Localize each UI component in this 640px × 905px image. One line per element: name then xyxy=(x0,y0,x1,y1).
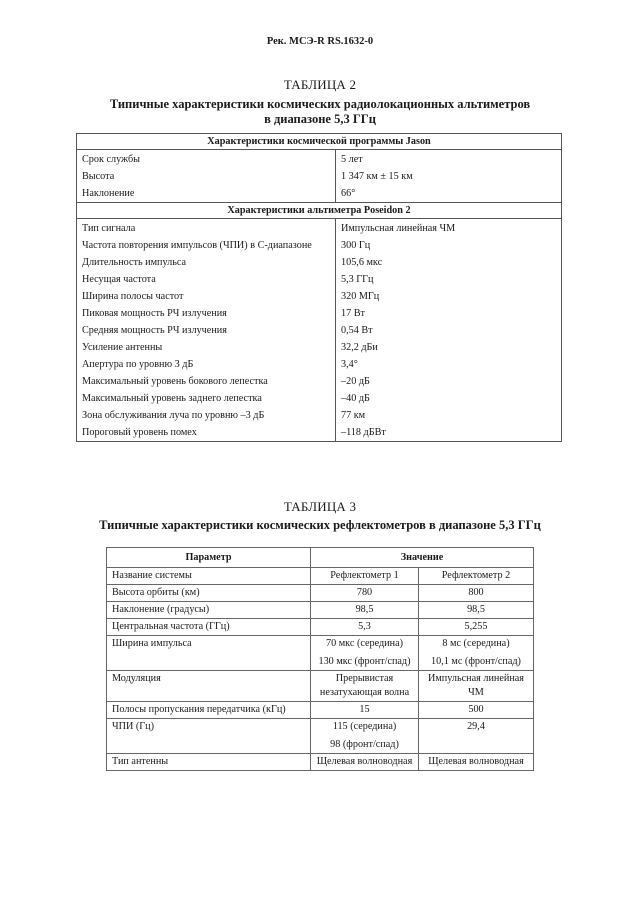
value-line: 98,5 xyxy=(467,604,485,615)
value-cell: 17 Вт xyxy=(341,308,365,319)
reflectometer-2-value xyxy=(419,585,534,602)
parameter-cell: Тип антенны xyxy=(107,754,311,771)
table-row xyxy=(77,219,562,238)
table-row xyxy=(77,254,562,271)
table-row xyxy=(107,702,534,719)
reflectometer-1-value xyxy=(311,619,419,636)
value-line: Прерывистая незатухающая волна xyxy=(319,673,410,698)
reflectometer-1-value xyxy=(311,636,419,671)
table-row xyxy=(77,339,562,356)
running-header: Рек. МСЭ-R RS.1632-0 xyxy=(266,36,374,47)
parameter-cell: Пороговый уровень помех xyxy=(77,424,336,442)
table2-title xyxy=(0,97,640,127)
reflectometer-2-value xyxy=(419,754,534,771)
value-cell: –40 дБ xyxy=(341,393,370,404)
table-row xyxy=(77,237,562,254)
parameter-cell: Несущая частота xyxy=(77,271,336,288)
parameter-cell: Максимальный уровень бокового лепестка xyxy=(77,373,336,390)
table3-title: Типичные характеристики космических рефлектометров в диапазоне 5,3 ГГц xyxy=(99,518,541,532)
parameter-cell: Частота повторения импульсов (ЧПИ) в C-диапазоне xyxy=(77,237,336,254)
table-row xyxy=(107,585,534,602)
header-value: Значение xyxy=(311,548,534,568)
table-row xyxy=(77,150,562,169)
parameter-cell: Усиление антенны xyxy=(77,339,336,356)
table-row xyxy=(77,424,562,442)
table-row xyxy=(107,636,534,671)
section-heading: Характеристики космической программы Jason xyxy=(77,134,562,150)
value-line: 98,5 xyxy=(355,604,374,615)
parameter-cell: ЧПИ (Гц) xyxy=(107,719,311,754)
value-line: 70 мкс (середина) xyxy=(326,638,403,649)
value-line: Рефлектометр 1 xyxy=(330,570,399,581)
table2-title-line2: в диапазоне 5,3 ГГц xyxy=(264,112,376,126)
table3-number: ТАБЛИЦА 3 xyxy=(283,499,357,514)
parameter-cell: Модуляция xyxy=(107,671,311,702)
value-line: 130 мкс (фронт/спад) xyxy=(318,656,411,667)
section-heading-row xyxy=(77,203,562,219)
parameter-cell: Название системы xyxy=(107,568,311,585)
table-row xyxy=(77,373,562,390)
table-row xyxy=(77,185,562,203)
parameter-cell: Ширина полосы частот xyxy=(77,288,336,305)
reflectometer-1-value xyxy=(311,602,419,619)
table3-header-row xyxy=(107,548,534,568)
section-heading-row xyxy=(77,134,562,150)
table-row xyxy=(107,671,534,702)
value-line: 29,4 xyxy=(467,721,485,732)
table3 xyxy=(106,547,534,771)
value-cell: –118 дБВт xyxy=(341,427,386,438)
reflectometer-2-value xyxy=(419,719,534,754)
value-line: 115 (середина) xyxy=(332,721,397,732)
parameter-cell: Срок службы xyxy=(77,150,336,169)
value-cell: Импульсная линейная ЧМ xyxy=(341,223,456,234)
parameter-cell: Тип сигнала xyxy=(77,219,336,238)
value-line: 500 xyxy=(468,704,484,715)
parameter-cell: Средняя мощность РЧ излучения xyxy=(77,322,336,339)
table-row xyxy=(77,407,562,424)
value-cell: 300 Гц xyxy=(341,240,371,251)
reflectometer-2-value xyxy=(419,568,534,585)
table-row xyxy=(107,719,534,754)
reflectometer-2-value xyxy=(419,619,534,636)
parameter-cell: Высота xyxy=(77,168,336,185)
parameter-cell: Максимальный уровень заднего лепестка xyxy=(77,390,336,407)
parameter-cell: Наклонение (градусы) xyxy=(107,602,311,619)
header-parameter: Параметр xyxy=(107,548,311,568)
value-line: 10,1 мс (фронт/спад) xyxy=(431,656,521,667)
value-cell: 32,2 дБи xyxy=(341,342,378,353)
parameter-cell: Высота орбиты (км) xyxy=(107,585,311,602)
table-row xyxy=(77,305,562,322)
section-heading: Характеристики альтиметра Poseidon 2 xyxy=(77,203,562,219)
reflectometer-1-value xyxy=(311,702,419,719)
value-cell: 5,3 ГГц xyxy=(341,274,374,285)
reflectometer-2-value xyxy=(419,671,534,702)
parameter-cell: Полосы пропускания передатчика (кГц) xyxy=(107,702,311,719)
table-row xyxy=(107,602,534,619)
table-row xyxy=(77,168,562,185)
table2-title-line1: Типичные характеристики космических радиолокационных альтиметров xyxy=(109,97,531,111)
value-line: Рефлектометр 2 xyxy=(441,570,511,581)
value-line: Импульсная линейная ЧМ xyxy=(428,673,524,698)
value-line: 98 (фронт/спад) xyxy=(330,739,399,750)
table-row xyxy=(107,754,534,771)
parameter-cell: Длительность импульса xyxy=(77,254,336,271)
parameter-cell: Ширина импульса xyxy=(107,636,311,671)
value-cell: 1 347 км ± 15 км xyxy=(341,171,413,182)
value-cell: 320 МГц xyxy=(341,291,380,302)
reflectometer-1-value xyxy=(311,754,419,771)
table-row xyxy=(77,288,562,305)
reflectometer-2-value xyxy=(419,636,534,671)
reflectometer-1-value xyxy=(311,585,419,602)
reflectometer-1-value xyxy=(311,671,419,702)
table-row xyxy=(107,619,534,636)
table2 xyxy=(76,133,562,442)
parameter-cell: Пиковая мощность РЧ излучения xyxy=(77,305,336,322)
table-row xyxy=(77,356,562,373)
parameter-cell: Наклонение xyxy=(77,185,336,203)
parameter-cell: Апертура по уровню 3 дБ xyxy=(77,356,336,373)
value-line: 5,255 xyxy=(464,621,488,632)
value-line: 780 xyxy=(356,587,373,598)
value-line: Щелевая волноводная xyxy=(316,756,413,767)
reflectometer-2-value xyxy=(419,702,534,719)
value-line: Щелевая волноводная xyxy=(428,756,524,767)
parameter-cell: Центральная частота (ГГц) xyxy=(107,619,311,636)
value-cell: 105,6 мкс xyxy=(341,257,383,268)
value-cell: –20 дБ xyxy=(341,376,370,387)
table-row xyxy=(77,271,562,288)
table-row xyxy=(77,390,562,407)
value-cell: 0,54 Вт xyxy=(341,325,373,336)
value-line: 800 xyxy=(468,587,484,598)
reflectometer-1-value xyxy=(311,568,419,585)
table2-number: ТАБЛИЦА 2 xyxy=(283,77,357,92)
value-cell: 66° xyxy=(341,188,356,199)
table-row xyxy=(77,322,562,339)
value-cell: 77 км xyxy=(341,410,366,421)
value-cell: 3,4° xyxy=(341,359,358,370)
value-line: 15 xyxy=(359,704,370,715)
parameter-cell: Зона обслуживания луча по уровню –3 дБ xyxy=(77,407,336,424)
table-row xyxy=(107,568,534,585)
value-line: 5,3 xyxy=(358,621,371,632)
value-line: 8 мс (середина) xyxy=(442,638,510,649)
value-cell: 5 лет xyxy=(341,154,363,165)
reflectometer-2-value xyxy=(419,602,534,619)
reflectometer-1-value xyxy=(311,719,419,754)
